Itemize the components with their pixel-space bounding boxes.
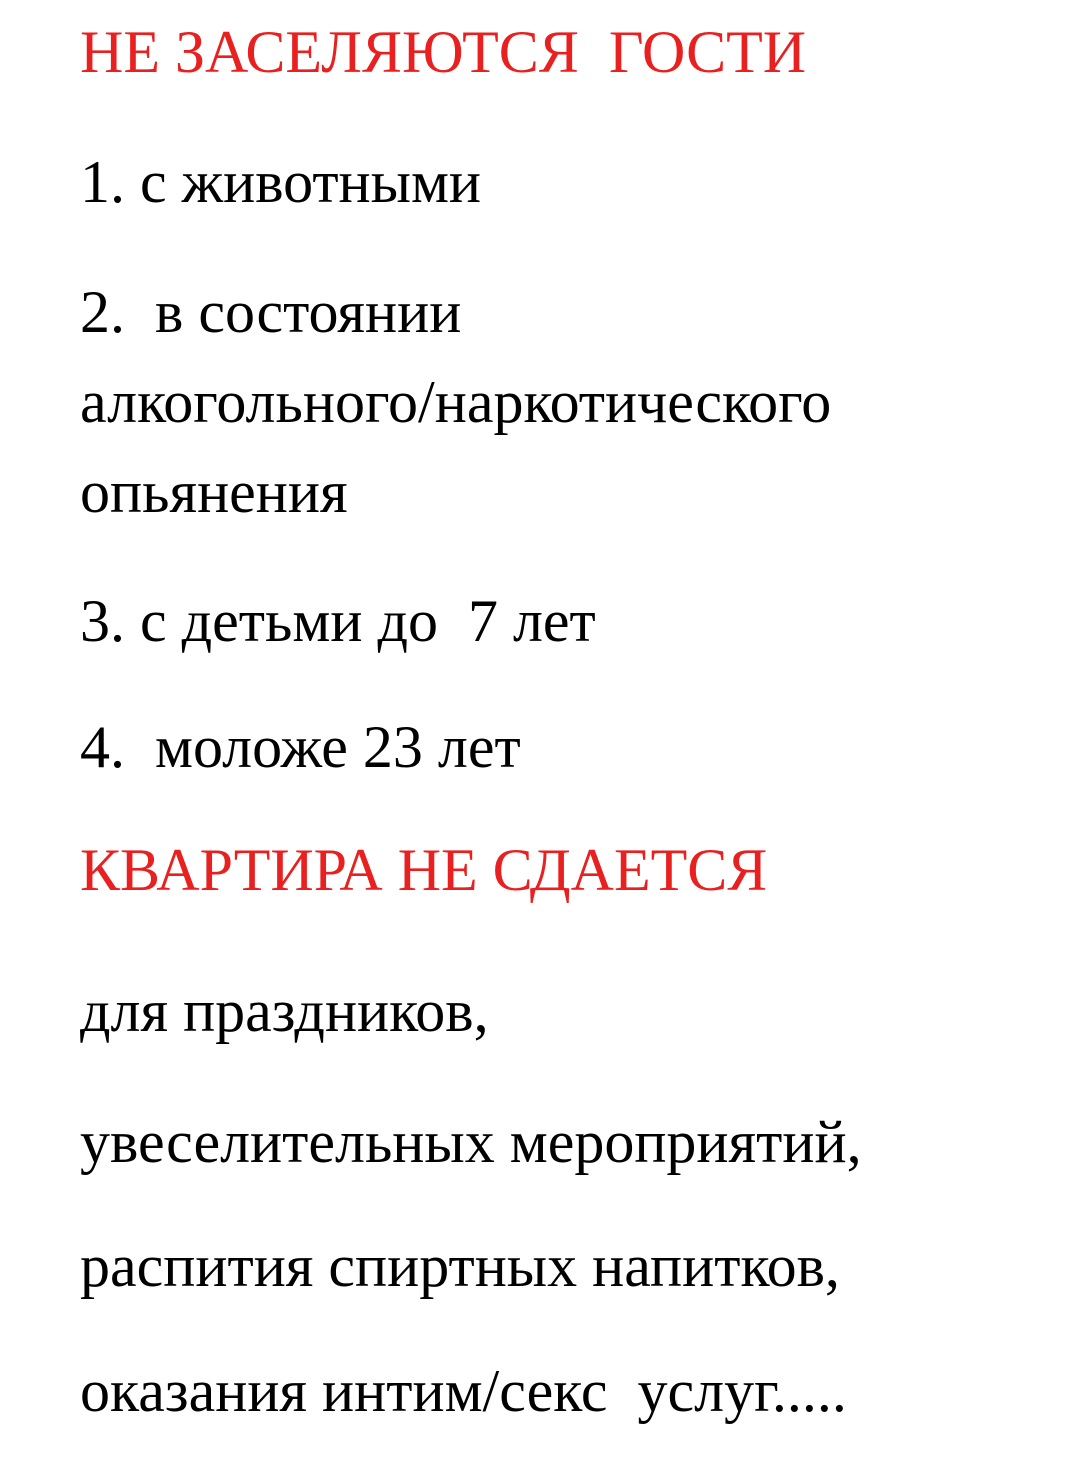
purpose-item-entertainment: увеселительных мероприятий, [80, 1109, 862, 1175]
heading-apartment-not-rented: КВАРТИРА НЕ СДАЕТСЯ [80, 837, 768, 903]
rule-item-age: 4. моложе 23 лет [80, 714, 521, 780]
rule-item-animals: 1. с животными [80, 149, 482, 215]
rule-item-children: 3. с детьми до 7 лет [80, 588, 596, 654]
purpose-item-holidays: для праздников, [80, 978, 489, 1044]
heading-guests-not-accepted: НЕ ЗАСЕЛЯЮТСЯ ГОСТИ [80, 19, 807, 85]
rule-item-intoxication-line-3: опьянения [80, 459, 348, 525]
rule-item-intoxication-line-1: 2. в состоянии [80, 279, 462, 345]
rule-item-intoxication-line-2: алкогольного/наркотического [80, 369, 832, 435]
purpose-item-intimate-services: оказания интим/секс услуг..... [80, 1358, 847, 1424]
purpose-item-alcohol: распития спиртных напитков, [80, 1233, 840, 1299]
